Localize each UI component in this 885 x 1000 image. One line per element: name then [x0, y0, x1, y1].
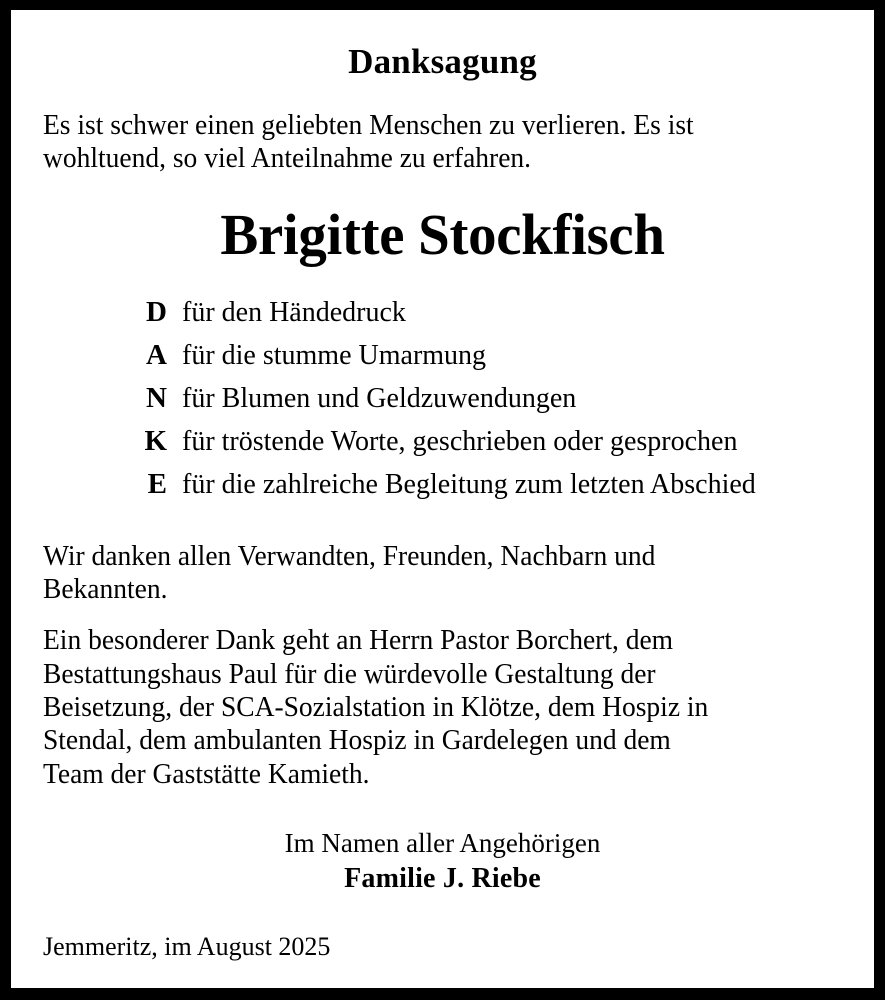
paragraph-line: Team der Gaststätte Kamieth.: [43, 758, 370, 790]
paragraph-line: Bestattungshaus Paul für die würdevolle Gestaltung der: [43, 658, 656, 690]
acrostic-letter: A: [146, 339, 167, 372]
page-title: Danksagung: [348, 42, 537, 81]
acrostic-text: für die stumme Umarmung: [182, 340, 487, 372]
acrostic-row: [123, 337, 486, 374]
paragraph-line: Stendal, dem ambulanten Hospiz in Gardelegen und dem: [43, 725, 671, 757]
paragraph-line: Ein besonderer Dank geht an Herrn Pastor Borchert, dem: [43, 625, 674, 657]
acrostic-text: für die zahlreiche Begleitung zum letzten Abschied: [182, 469, 756, 501]
acrostic-row: [123, 380, 576, 417]
thanks-body: [41, 540, 844, 791]
intro-line: wohltuend, so viel Anteilnahme zu erfahren.: [43, 143, 532, 175]
acrostic-letter: E: [147, 468, 167, 501]
acrostic-letter: D: [146, 296, 167, 328]
thanks-paragraph: [43, 624, 814, 791]
thanks-paragraph: [43, 540, 814, 607]
closing-line: Im Namen aller Angehörigen: [284, 827, 601, 858]
acrostic-letter: K: [144, 425, 167, 458]
paragraph-line: Beisetzung, der SCA-Sozialstation in Klötze, dem Hospiz in: [43, 691, 709, 723]
paragraph-line: Bekannten.: [43, 573, 168, 605]
acrostic-row: [123, 423, 737, 460]
intro-paragraph: [43, 109, 814, 176]
place-and-date: Jemmeritz, im August 2025: [43, 931, 331, 961]
danke-acrostic-list: [41, 294, 844, 504]
acrostic-letter: N: [146, 382, 167, 415]
paragraph-line: Wir danken allen Verwandten, Freunden, Nachbarn und: [43, 540, 656, 572]
acrostic-row: [123, 466, 756, 503]
signature-block: [41, 827, 844, 898]
obituary-notice-body: [11, 10, 874, 988]
acrostic-text: für tröstende Worte, geschrieben oder gesprochen: [182, 426, 738, 458]
signing-family-name: Familie J. Riebe: [344, 862, 541, 894]
acrostic-row: [123, 294, 406, 331]
deceased-name: Brigitte Stockfisch: [220, 202, 665, 267]
acrostic-text: für den Händedruck: [182, 297, 406, 328]
acrostic-text: für Blumen und Geldzuwendungen: [182, 383, 577, 415]
intro-line: Es ist schwer einen geliebten Menschen zu verlieren. Es ist: [43, 109, 694, 141]
